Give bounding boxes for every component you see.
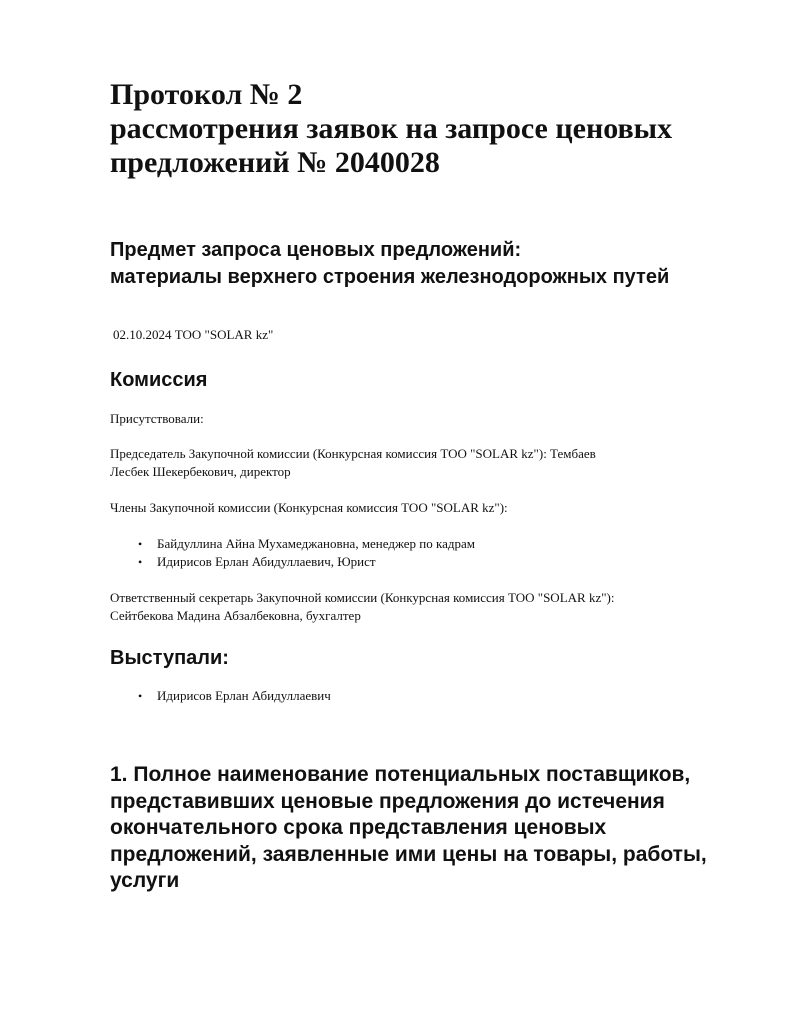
member-name: Байдуллина Айна Мухамеджановна, менеджер по кадрам [157, 536, 476, 551]
commission-secretary-line: Сейтбекова Мадина Абзалбековна, бухгалтер [110, 608, 361, 623]
commission-chair-line: Лесбек Шекербекович, директор [110, 464, 291, 479]
section-1-heading-line: услуги [110, 869, 180, 892]
section-1-heading-line: предложений, заявленные ими цены на товары, работы, [110, 842, 707, 866]
speakers-heading: Выступали: [110, 647, 229, 669]
member-name: Идирисов Ерлан Абидуллаевич, Юрист [157, 554, 376, 569]
protocol-title-line: предложений № 2040028 [110, 146, 440, 179]
protocol-title [110, 78, 750, 180]
section-1-heading-line: 1. Полное наименование потенциальных поставщиков, [110, 763, 691, 786]
present-label: Присутствовали: [110, 411, 204, 426]
commission-chair [110, 445, 730, 481]
protocol-title-line: рассмотрения заявок на запросе ценовых [110, 112, 673, 145]
procurement-subject-label: Предмет запроса ценовых предложений: [110, 239, 522, 261]
commission-secretary-line: Ответственный секретарь Закупочной комиссии (Конкурсная комиссия ТОО "SOLAR kz"): [110, 590, 615, 605]
procurement-subject-value: материалы верхнего строения железнодорожных путей [110, 266, 670, 288]
bullet-icon: • [138, 555, 143, 569]
members-list [138, 535, 475, 571]
date-organization: 02.10.2024 ТОО "SOLAR kz" [113, 327, 274, 342]
section-1-heading [110, 762, 750, 895]
procurement-subject [110, 237, 750, 291]
bullet-icon: • [138, 689, 143, 703]
section-1-heading-line: представивших ценовые предложения до истечения [110, 789, 665, 813]
section-1-heading-line: окончательного срока представления ценовых [110, 816, 607, 839]
speakers-list [138, 687, 331, 705]
list-item [138, 535, 475, 553]
list-item [138, 553, 475, 571]
list-item [138, 687, 331, 705]
speaker-name: Идирисов Ерлан Абидуллаевич [157, 688, 331, 703]
commission-heading: Комиссия [110, 369, 208, 391]
bullet-icon: • [138, 537, 143, 551]
commission-secretary [110, 589, 730, 625]
commission-chair-line: Председатель Закупочной комиссии (Конкурсная комиссия ТОО "SOLAR kz"): Тембаев [110, 446, 596, 461]
protocol-title-line: Протокол № 2 [110, 78, 303, 111]
members-intro: Члены Закупочной комиссии (Конкурсная комиссия ТОО "SOLAR kz"): [110, 500, 508, 515]
